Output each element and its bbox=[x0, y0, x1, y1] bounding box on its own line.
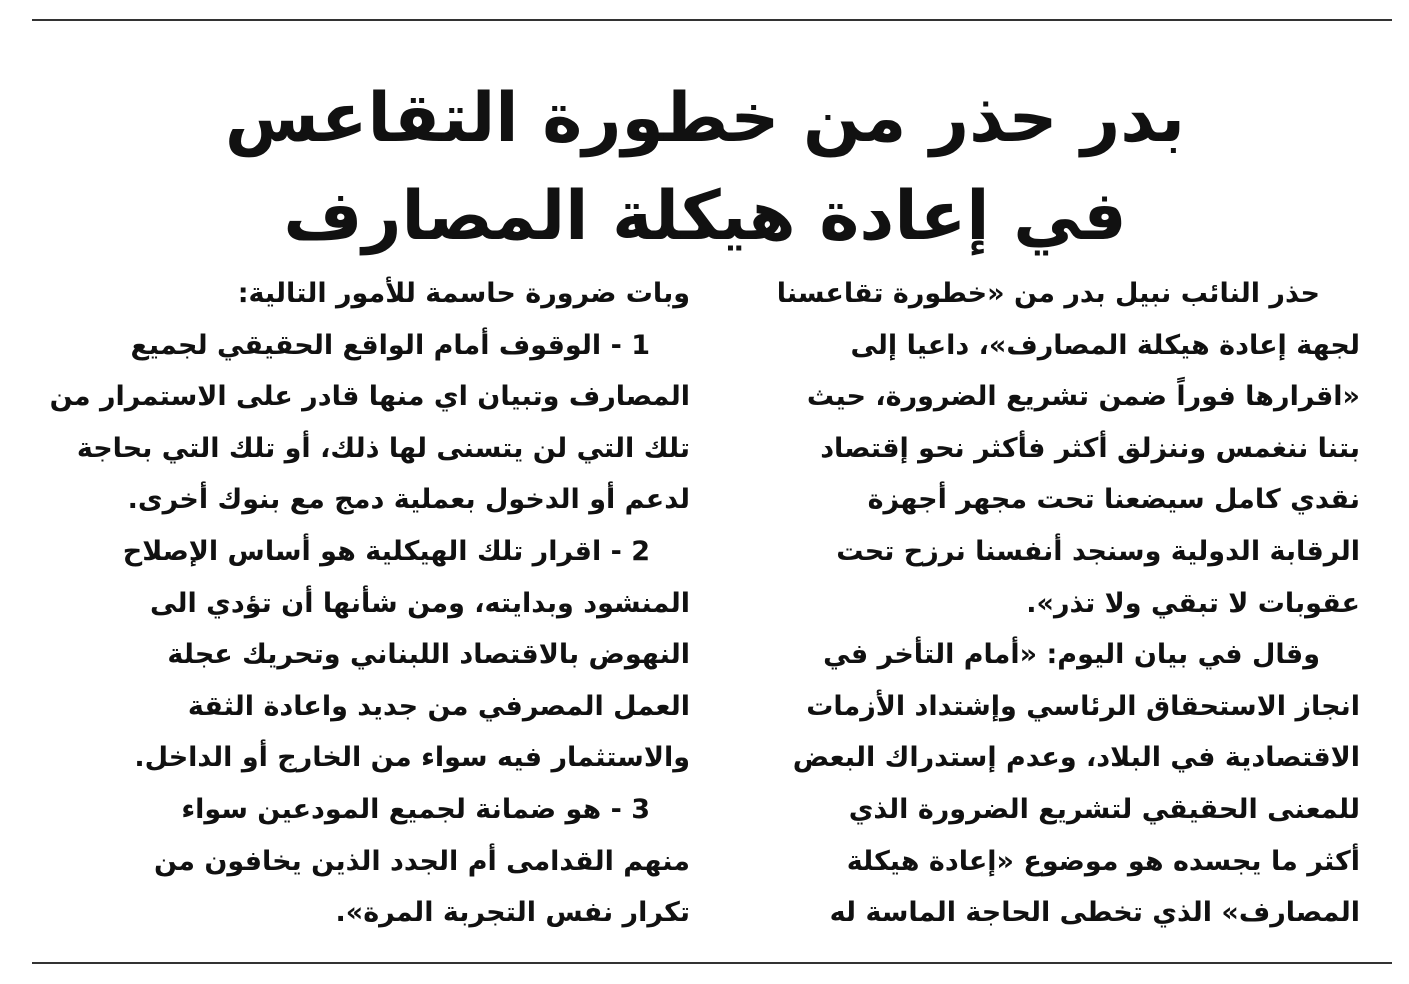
paragraph-line: تلك التي لن يتسنى لها ذلك، أو تلك التي بحاجة bbox=[76, 432, 690, 464]
paragraph-line: أكثر ما يجسده هو موضوع «إعادة هيكلة bbox=[846, 845, 1360, 877]
paragraph-line: وقال في بيان اليوم: «أمام التأخر في bbox=[823, 639, 1320, 671]
headline-line-2: في إعادة هيكلة المصارف bbox=[283, 177, 1127, 256]
paragraph-line: الرقابة الدولية وسنجد أنفسنا نرزح تحت bbox=[836, 535, 1360, 567]
article-column-left bbox=[34, 268, 690, 939]
paragraph-line: منهم القدامى أم الجدد الذين يخافون من bbox=[153, 845, 690, 877]
paragraph-line: حذر النائب نبيل بدر من «خطورة تقاعسنا bbox=[776, 278, 1320, 309]
paragraph-line: لدعم أو الدخول بعملية دمج مع بنوك أخرى. bbox=[127, 484, 690, 516]
paragraph-line: انجاز الاستحقاق الرئاسي وإشتداد الأزمات bbox=[806, 690, 1360, 722]
paragraph-line: والاستثمار فيه سواء من الخارج أو الداخل. bbox=[134, 742, 690, 774]
list-item-3-line: 3 - هو ضمانة لجميع المودعين سواء bbox=[181, 793, 650, 825]
paragraph-line: النهوض بالاقتصاد اللبناني وتحريك عجلة bbox=[167, 639, 690, 671]
article-column-right bbox=[738, 268, 1360, 939]
list-item-1-line: 1 - الوقوف أمام الواقع الحقيقي لجميع bbox=[130, 329, 650, 361]
paragraph-line: المصارف» الذي تخطى الحاجة الماسة له bbox=[829, 897, 1360, 929]
paragraph-line: نقدي كامل سيضعنا تحت مجهر أجهزة bbox=[867, 484, 1360, 516]
headline-line-1: بدر حذر من خطورة التقاعس bbox=[224, 79, 1186, 158]
paragraph-line: الاقتصادية في البلاد، وعدم إستدراك البعض bbox=[792, 742, 1360, 774]
paragraph-line: بتنا ننغمس وننزلق أكثر فأكثر نحو إقتصاد bbox=[820, 432, 1360, 464]
paragraph-line: المصارف وتبيان اي منها قادر على الاستمرار من bbox=[49, 381, 690, 413]
paragraph-line: تكرار نفس التجربة المرة». bbox=[335, 897, 690, 929]
paragraph-line: المنشود وبدايته، ومن شأنها أن تؤدي الى bbox=[150, 587, 690, 619]
paragraph-line: العمل المصرفي من جديد واعادة الثقة bbox=[187, 690, 690, 722]
list-item-2-line: 2 - اقرار تلك الهيكلية هو أساس الإصلاح bbox=[122, 535, 650, 567]
paragraph-line: وبات ضرورة حاسمة للأمور التالية: bbox=[237, 278, 690, 309]
top-rule bbox=[32, 19, 1392, 21]
paragraph-line: «اقرارها فوراً ضمن تشريع الضرورة، حيث bbox=[806, 381, 1360, 413]
paragraph-line: لجهة إعادة هيكلة المصارف»، داعيا إلى bbox=[850, 329, 1360, 361]
paragraph-line: للمعنى الحقيقي لتشريع الضرورة الذي bbox=[848, 793, 1360, 825]
headline bbox=[40, 70, 1370, 266]
bottom-rule bbox=[32, 962, 1392, 964]
paragraph-line: عقوبات لا تبقي ولا تذر». bbox=[1026, 587, 1360, 619]
